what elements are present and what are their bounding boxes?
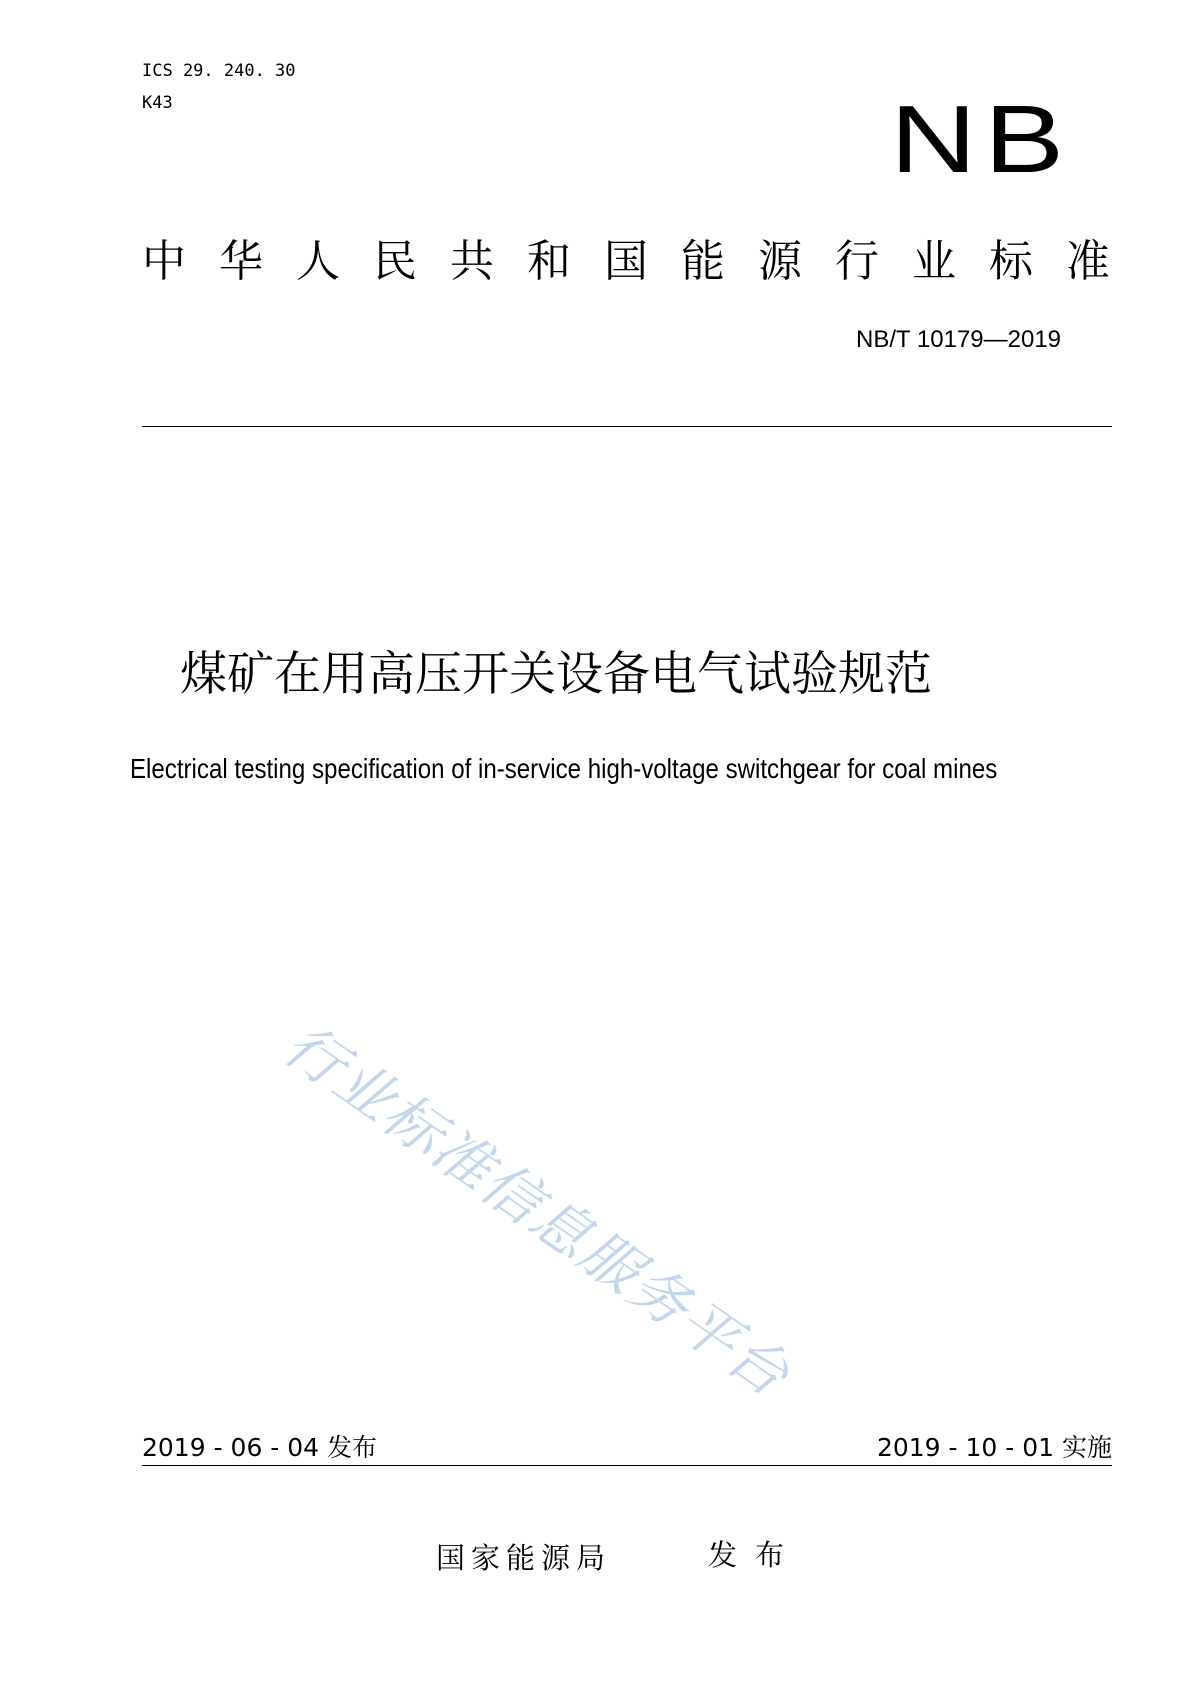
issue-date: 2019 - 06 - 04 发布 — [142, 1433, 378, 1462]
classification-code: K43 — [142, 93, 173, 113]
standard-number: NB/T 10179—2019 — [856, 326, 1062, 353]
top-divider — [142, 426, 1112, 427]
ics-code: ICS 29. 240. 30 — [142, 61, 296, 81]
document-title-en: Electrical testing specification of in-service high-voltage switchgear for coal mines — [130, 753, 998, 784]
watermark: 行业标准信息服务平台 — [272, 1010, 803, 1411]
bottom-divider — [142, 1465, 1112, 1466]
publisher-name: 国家能源局 — [436, 1541, 612, 1575]
nb-logo: NB — [890, 86, 1072, 193]
industry-standard-title: 中华人民共和国能源行业标准 — [142, 236, 1143, 287]
publish-label: 发布 — [708, 1538, 803, 1572]
implementation-date: 2019 - 10 - 01 实施 — [876, 1433, 1112, 1462]
document-title-cn: 煤矿在用高压开关设备电气试验规范 — [180, 647, 932, 702]
